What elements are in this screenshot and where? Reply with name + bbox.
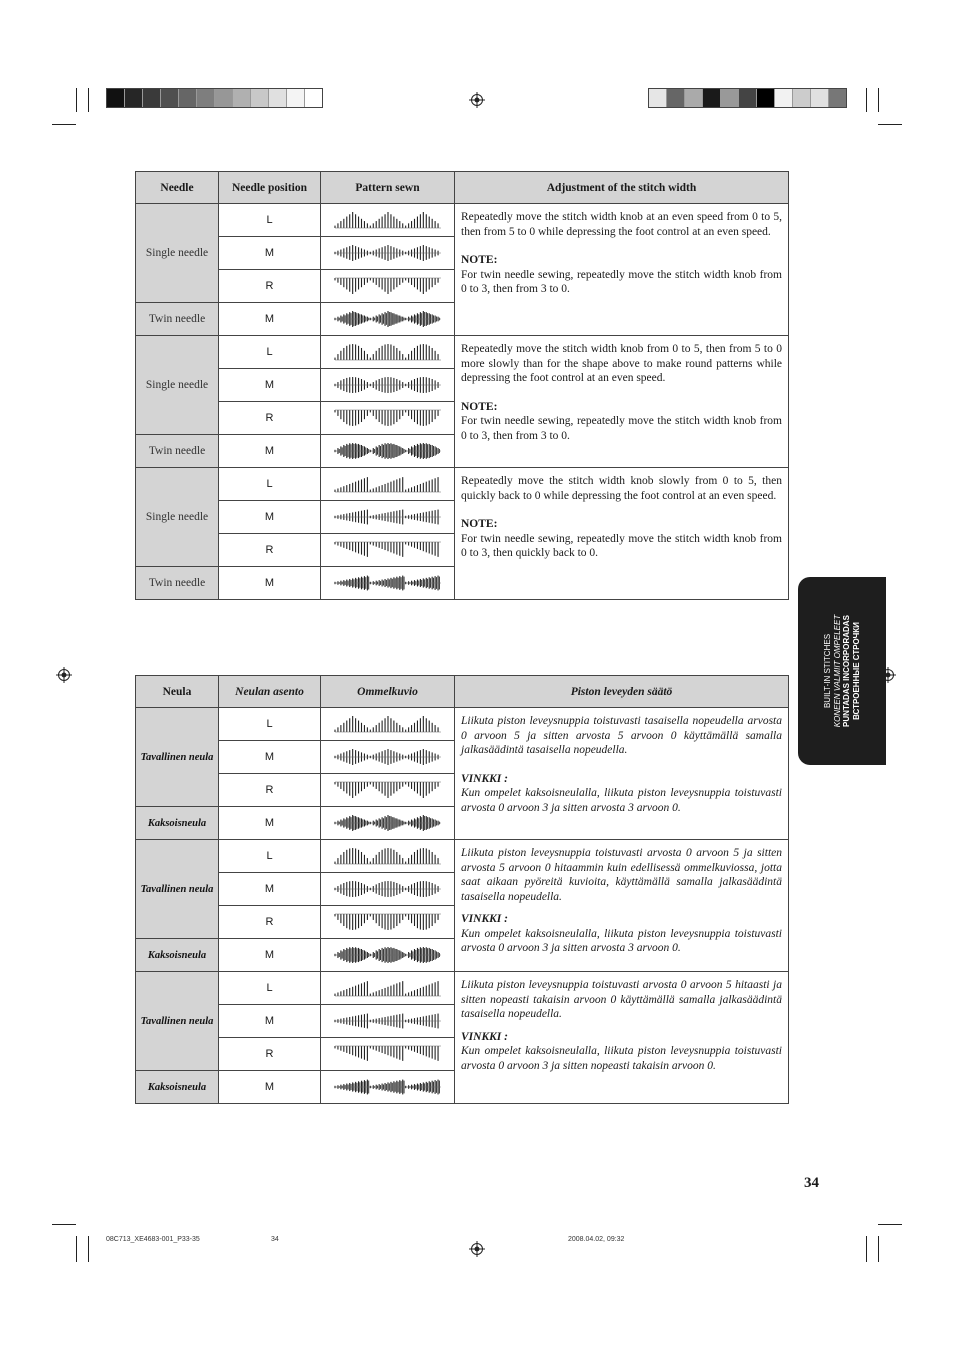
pattern-cell xyxy=(321,567,455,600)
crop-mark xyxy=(88,1236,89,1262)
needle-position: L xyxy=(219,840,321,873)
stitch-pattern-icon xyxy=(333,440,443,462)
pattern-cell xyxy=(321,534,455,567)
adjustment-description xyxy=(455,204,789,336)
needle-type-twin: Twin needle xyxy=(136,303,219,336)
needle-type-single: Tavallinen neula xyxy=(136,708,219,807)
pattern-cell xyxy=(321,708,455,741)
pattern-cell xyxy=(321,972,455,1005)
stitch-pattern-icon xyxy=(333,977,443,999)
stitch-pattern-icon xyxy=(333,209,443,231)
adjustment-text: Repeatedly move the stitch width knob slowly from 0 to 5, then quickly back to 0 while depressing the foot control at an even speed. xyxy=(461,475,782,502)
stitch-pattern-icon xyxy=(333,275,443,297)
crop-mark xyxy=(52,124,76,125)
pattern-cell xyxy=(321,873,455,906)
needle-position: R xyxy=(219,774,321,807)
registration-mark-icon xyxy=(469,92,485,108)
note-label: VINKKI : xyxy=(461,1030,508,1043)
pattern-cell xyxy=(321,468,455,501)
stitch-pattern-icon xyxy=(333,506,443,528)
crop-mark xyxy=(878,88,879,112)
pattern-cell xyxy=(321,1038,455,1071)
column-header: Piston leveyden säätö xyxy=(455,676,789,708)
stitch-pattern-icon xyxy=(333,341,443,363)
pattern-cell xyxy=(321,741,455,774)
needle-position: M xyxy=(219,939,321,972)
pattern-cell xyxy=(321,270,455,303)
pattern-cell xyxy=(321,774,455,807)
tab-line: ВСТРОЕННЫЕ СТРОЧКИ xyxy=(851,622,861,720)
footer-date: 2008.04.02, 09:32 xyxy=(568,1236,625,1243)
pattern-cell xyxy=(321,402,455,435)
column-header: Adjustment of the stitch width xyxy=(455,172,789,204)
pattern-cell xyxy=(321,1005,455,1038)
stitch-pattern-icon xyxy=(333,779,443,801)
note-text: For twin needle sewing, repeatedly move the stitch width knob from 0 to 3, then quickly back to 0. xyxy=(461,532,782,559)
note-text: For twin needle sewing, repeatedly move the stitch width knob from 0 to 3, then from 3 to 0. xyxy=(461,415,782,442)
needle-position: M xyxy=(219,435,321,468)
column-header: Neula xyxy=(136,676,219,708)
adjustment-description xyxy=(455,468,789,600)
needle-position: L xyxy=(219,204,321,237)
needle-type-single: Tavallinen neula xyxy=(136,972,219,1071)
stitch-pattern-icon xyxy=(333,845,443,867)
tab-line: KONEEN VALMIIT OMPELEET xyxy=(832,614,842,728)
column-header: Ommelkuvio xyxy=(321,676,455,708)
stitch-pattern-icon xyxy=(333,713,443,735)
registration-mark-icon xyxy=(469,1241,485,1257)
needle-position: M xyxy=(219,807,321,840)
column-header: Needle position xyxy=(219,172,321,204)
needle-position: M xyxy=(219,1005,321,1038)
adjustment-text: Liikuta piston leveysnuppia toistuvasti tasaisella nopeudella arvosta 0 arvoon 5 ja sitten arvosta 5 arvoon 0 käyttämällä samalla jalkasäädintä tasaisella nopeudella. xyxy=(461,715,782,756)
pattern-cell xyxy=(321,1071,455,1104)
crop-mark xyxy=(878,124,902,125)
needle-position: M xyxy=(219,369,321,402)
pattern-cell xyxy=(321,906,455,939)
tab-line: PUNTADAS INCORPORADAS xyxy=(842,615,851,727)
stitch-pattern-icon xyxy=(333,812,443,834)
needle-type-twin: Kaksoisneula xyxy=(136,939,219,972)
needle-position: M xyxy=(219,237,321,270)
pattern-cell xyxy=(321,369,455,402)
tab-line: BUILT-IN STITCHES xyxy=(823,633,832,709)
column-header: Needle xyxy=(136,172,219,204)
note-label: VINKKI : xyxy=(461,772,508,785)
pattern-cell xyxy=(321,237,455,270)
adjustment-text: Repeatedly move the stitch width knob at an even speed from 0 to 5, then from 5 to 0 while depressing the foot control at an even speed. xyxy=(461,211,782,238)
needle-position: M xyxy=(219,741,321,774)
adjustment-description xyxy=(455,708,789,840)
note-text: Kun ompelet kaksoisneulalla, liikuta piston leveysnuppia toistuvasti arvosta 0 arvoon 3 ja sitten arvosta 3 arvoon 0. xyxy=(461,927,782,954)
pattern-cell xyxy=(321,435,455,468)
stitch-pattern-icon xyxy=(333,1010,443,1032)
note-label: NOTE: xyxy=(461,254,498,266)
stitch-pattern-icon xyxy=(333,746,443,768)
column-header: Neulan asento xyxy=(219,676,321,708)
needle-position: L xyxy=(219,972,321,1005)
stitch-pattern-icon xyxy=(333,878,443,900)
crop-mark xyxy=(866,1236,867,1262)
stitch-table-english xyxy=(135,171,789,600)
stitch-pattern-icon xyxy=(333,1076,443,1098)
section-tab-label xyxy=(823,581,861,761)
needle-type-single: Single needle xyxy=(136,204,219,303)
stitch-table-finnish xyxy=(135,675,789,1104)
footer-page: 34 xyxy=(271,1236,279,1243)
color-bar-left xyxy=(106,88,323,108)
stitch-pattern-icon xyxy=(333,308,443,330)
pattern-cell xyxy=(321,840,455,873)
needle-position: R xyxy=(219,402,321,435)
pattern-cell xyxy=(321,807,455,840)
pattern-cell xyxy=(321,303,455,336)
needle-position: M xyxy=(219,1071,321,1104)
needle-type-single: Single needle xyxy=(136,336,219,435)
color-bar-right xyxy=(648,88,847,108)
pattern-cell xyxy=(321,336,455,369)
note-text: For twin needle sewing, repeatedly move the stitch width knob from 0 to 3, then from 3 to 0. xyxy=(461,268,782,295)
stitch-pattern-icon xyxy=(333,572,443,594)
note-label: NOTE: xyxy=(461,518,498,530)
needle-type-single: Single needle xyxy=(136,468,219,567)
stitch-pattern-icon xyxy=(333,242,443,264)
adjustment-text: Liikuta piston leveysnuppia toistuvasti arvosta 0 arvoon 5 ja sitten arvosta 5 arvoon 0 hitaammin kuin edellisessä ommelkuviossa, jotta saat aikaan pyöreitä kuvioita, käyttämällä samalla jalkasäädintä tasaisella nopeudella. xyxy=(461,847,782,903)
adjustment-description xyxy=(455,840,789,972)
needle-type-twin: Kaksoisneula xyxy=(136,807,219,840)
stitch-pattern-icon xyxy=(333,911,443,933)
stitch-pattern-icon xyxy=(333,1043,443,1065)
needle-position: M xyxy=(219,303,321,336)
crop-mark xyxy=(878,1224,902,1225)
note-label: VINKKI : xyxy=(461,913,508,925)
crop-mark xyxy=(866,88,867,112)
needle-type-single: Tavallinen neula xyxy=(136,840,219,939)
needle-position: R xyxy=(219,906,321,939)
needle-position: L xyxy=(219,708,321,741)
pattern-cell xyxy=(321,501,455,534)
pattern-cell xyxy=(321,204,455,237)
stitch-pattern-icon xyxy=(333,473,443,495)
stitch-pattern-icon xyxy=(333,944,443,966)
adjustment-description xyxy=(455,336,789,468)
note-text: Kun ompelet kaksoisneulalla, liikuta piston leveysnuppia toistuvasti arvosta 0 arvoon 3 ja sitten nopeasti takaisin arvoon 0. xyxy=(461,1045,782,1072)
stitch-pattern-icon xyxy=(333,539,443,561)
pattern-cell xyxy=(321,939,455,972)
needle-position: M xyxy=(219,501,321,534)
needle-position: R xyxy=(219,270,321,303)
note-text: Kun ompelet kaksoisneulalla, liikuta piston leveysnuppia toistuvasti arvosta 0 arvoon 3 ja sitten arvosta 3 arvoon 0. xyxy=(461,787,782,814)
adjustment-text: Repeatedly move the stitch width knob from 0 to 5, then from 5 to 0 more slowly than for the shape above to make round patterns while depressing the foot control at an even speed. xyxy=(461,343,782,384)
column-header: Pattern sewn xyxy=(321,172,455,204)
needle-position: L xyxy=(219,336,321,369)
crop-mark xyxy=(878,1236,879,1262)
page-number: 34 xyxy=(804,1175,819,1191)
adjustment-description xyxy=(455,972,789,1104)
stitch-pattern-icon xyxy=(333,374,443,396)
needle-position: M xyxy=(219,567,321,600)
needle-position: M xyxy=(219,873,321,906)
needle-type-twin: Twin needle xyxy=(136,567,219,600)
crop-mark xyxy=(76,1236,77,1262)
crop-mark xyxy=(76,88,77,112)
needle-position: R xyxy=(219,534,321,567)
crop-mark xyxy=(52,1224,76,1225)
note-label: NOTE: xyxy=(461,400,498,413)
registration-mark-icon xyxy=(56,667,72,683)
stitch-pattern-icon xyxy=(333,407,443,429)
needle-position: R xyxy=(219,1038,321,1071)
needle-type-twin: Kaksoisneula xyxy=(136,1071,219,1104)
crop-mark xyxy=(88,88,89,112)
adjustment-text: Liikuta piston leveysnuppia toistuvasti arvosta 0 arvoon 5 hitaasti ja sitten nopeasti takaisin arvoon 0 käyttämällä samalla jalkasäädintä tasaisella nopeudella. xyxy=(461,979,782,1020)
footer-file: 08C713_XE4683-001_P33-35 xyxy=(106,1236,200,1243)
needle-type-twin: Twin needle xyxy=(136,435,219,468)
needle-position: L xyxy=(219,468,321,501)
